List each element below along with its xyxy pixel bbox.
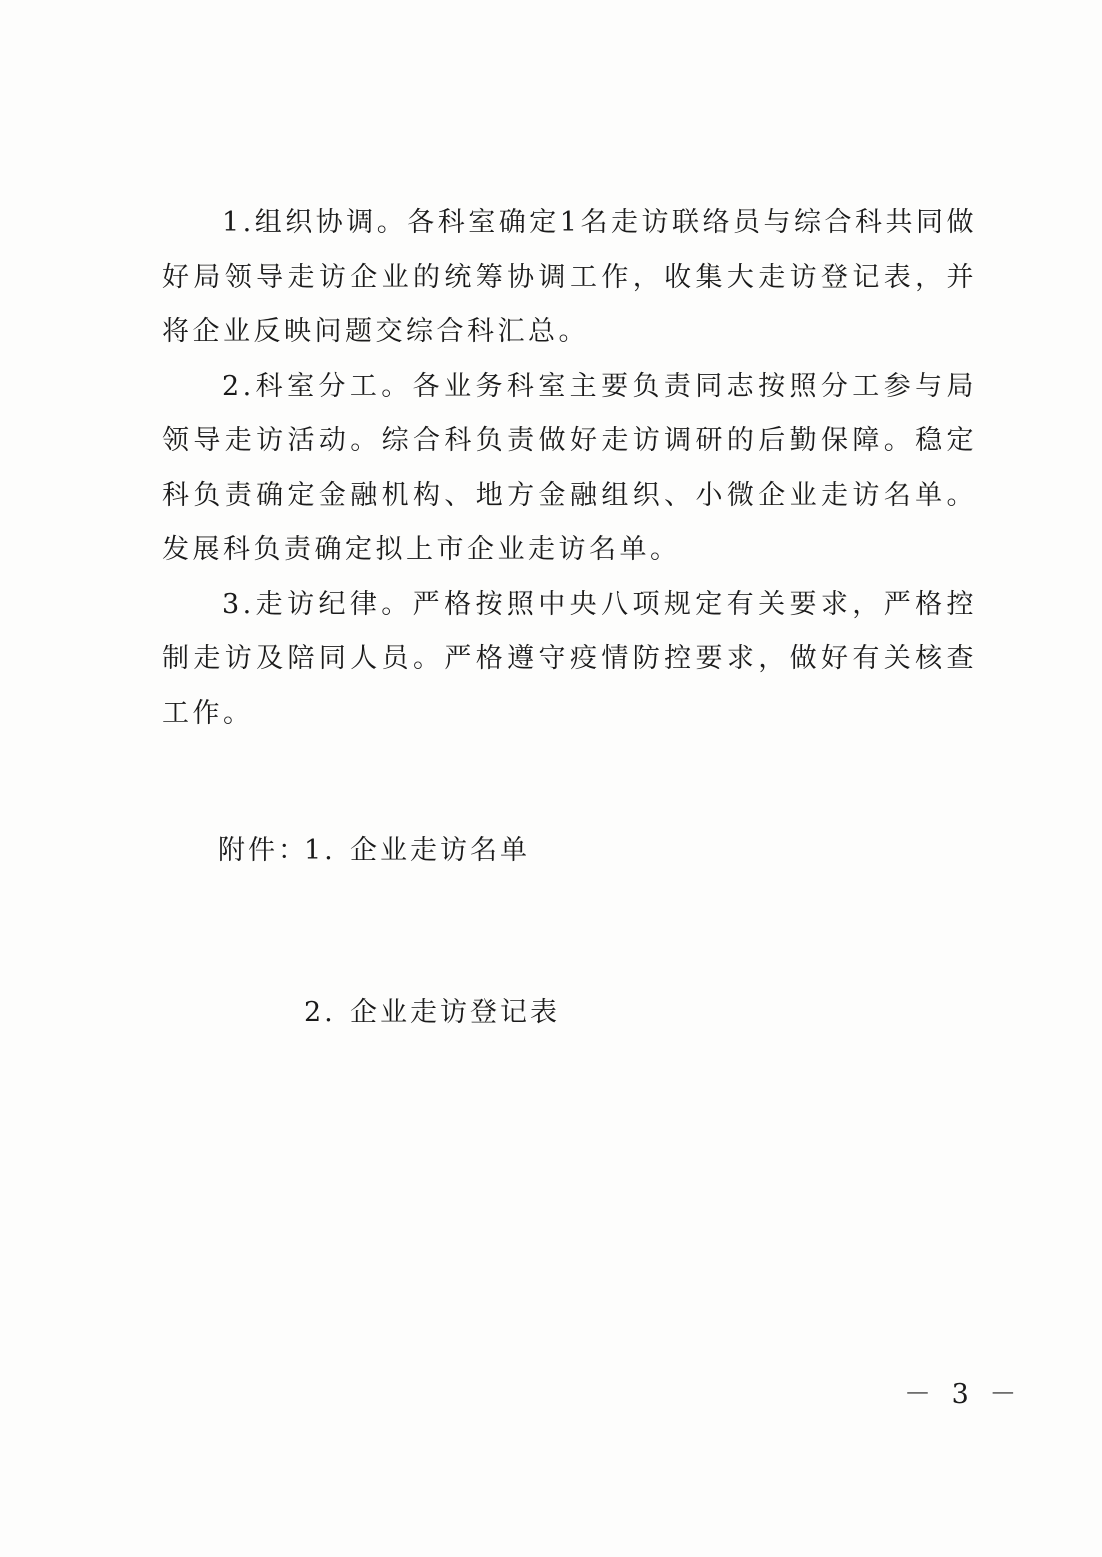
attachments-list <box>218 716 560 1148</box>
body-text <box>162 196 977 741</box>
paragraph-discipline: 3.走访纪律。严格按照中央八项规定有关要求，严格控制走访及陪同人员。严格遵守疫情防控要求，做好有关核查工作。 <box>162 588 977 729</box>
attachments-label: 附件： <box>218 835 308 866</box>
paragraph-division: 2.科室分工。各业务科室主要负责同志按照分工参与局领导走访活动。综合科负责做好走访调研的后勤保障。稳定科负责确定金融机构、地方金融组织、小微企业走访名单。发展科负责确定拟上市企业走访名单。 <box>162 370 977 565</box>
attachment-item <box>218 824 560 878</box>
attachment-title: 企业走访登记表 <box>350 997 560 1028</box>
attachment-number: 2. <box>304 997 336 1028</box>
attachment-item <box>218 986 560 1040</box>
attachment-number: 1. <box>304 835 336 866</box>
paragraph-coordination: 1.组织协调。各科室确定1名走访联络员与综合科共同做好局领导走访企业的统筹协调工作，收集大走访登记表，并将企业反映问题交综合科汇总。 <box>162 207 977 347</box>
attachment-title: 企业走访名单 <box>350 835 530 866</box>
page-number: － 3 － <box>904 1379 1023 1410</box>
